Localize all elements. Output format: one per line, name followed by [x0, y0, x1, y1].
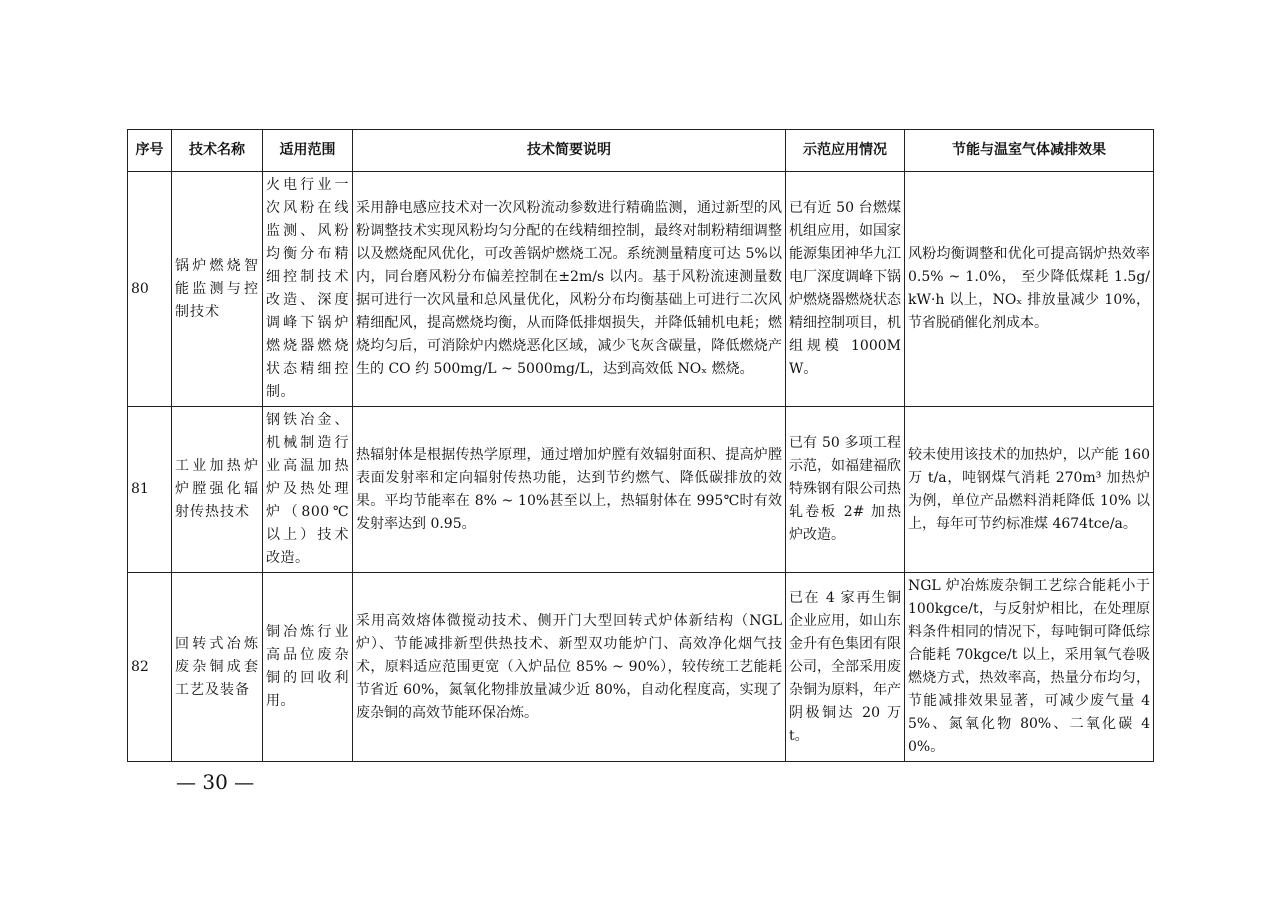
technology-description: 热辐射体是根据传热学原理，通过增加炉膛有效辐射面积、提高炉膛表面发射率和定向辐射传热功能，达到节约燃气、降低碳排放的效果。平均节能率在 8% ~ 10%甚至以上，热辐射体在 995℃时有效发射率达到 0.95。: [353, 407, 786, 573]
row-number: 80: [128, 172, 172, 407]
table-row: [128, 573, 1154, 762]
technology-table: [127, 129, 1154, 762]
technology-description: 采用静电感应技术对一次风粉流动参数进行精确监测，通过新型的风粉调整技术实现风粉均匀分配的在线精细控制，最终对制粉精细调整以及燃烧配风优化，可改善锅炉燃烧工况。系统测量精度可达 5%以内，同台磨风粉分布偏差控制在±2m/s 以内。基于风粉流速测量数据可进行一次风量和总风量优化，风粉分布均衡基础上可进行二次风精细配风，提高燃烧均衡，从而降低排烟损失，并降低辅机电耗；燃烧均匀后，可消除炉内燃烧恶化区域，减少飞灰含碳量，降低燃烧产生的 CO 约 500mg/L ~ 5000mg/L，达到高效低 NOₓ 燃烧。: [353, 172, 786, 407]
application-scope: 钢铁冶金、机械制造行业高温加热炉及热处理炉（800℃以上）技术改造。: [263, 407, 353, 573]
technology-name: 回转式冶炼废杂铜成套工艺及装备: [172, 573, 263, 762]
demonstration-application: 已在 4 家再生铜企业应用，如山东金升有色集团有限公司，全部采用废杂铜为原料，年产阴极铜达 20 万 t。: [786, 573, 905, 762]
application-scope: 火电行业一次风粉在线监测、风粉均衡分布精细控制技术改造、深度调峰下锅炉燃烧器燃烧状态精细控制。: [263, 172, 353, 407]
row-number: 81: [128, 407, 172, 573]
header-scope: 适用范围: [263, 130, 353, 172]
header-name: 技术名称: [172, 130, 263, 172]
technology-name: 锅炉燃烧智能监测与控制技术: [172, 172, 263, 407]
page-number: — 30 —: [176, 770, 255, 794]
emission-reduction-effect: NGL 炉冶炼废杂铜工艺综合能耗小于 100kgce/t，与反射炉相比，在处理原料条件相同的情况下，每吨铜可降低综合能耗 70kgce/t 以上，采用氧气卷吸燃烧方式，热效率高，热量分布均匀，节能减排效果显著，可减少废气量 45%、氮氧化物 80%、二氧化碳 40%。: [905, 573, 1154, 762]
technology-description: 采用高效熔体微搅动技术、侧开门大型回转式炉体新结构（NGL 炉）、节能减排新型供热技术、新型双功能炉门、高效净化烟气技术，原料适应范围更宽（入炉品位 85% ~ 90%），较传统工艺能耗节省近 60%，氮氧化物排放量减少近 80%，自动化程度高，实现了废杂铜的高效节能环保冶炼。: [353, 573, 786, 762]
row-number: 82: [128, 573, 172, 762]
table-row: [128, 407, 1154, 573]
table-row: [128, 172, 1154, 407]
table-header-row: [128, 130, 1154, 172]
emission-reduction-effect: 较未使用该技术的加热炉，以产能 160 万 t/a，吨钢煤气消耗 270m³ 加热炉为例，单位产品燃料消耗降低 10% 以上，每年可节约标准煤 4674tce/a。: [905, 407, 1154, 573]
application-scope: 铜冶炼行业高品位废杂铜的回收利用。: [263, 573, 353, 762]
header-desc: 技术简要说明: [353, 130, 786, 172]
emission-reduction-effect: 风粉均衡调整和优化可提高锅炉热效率 0.5% ~ 1.0%， 至少降低煤耗 1.5g/kW·h 以上，NOₓ 排放量减少 10%，节省脱硝催化剂成本。: [905, 172, 1154, 407]
technology-name: 工业加热炉炉膛强化辐射传热技术: [172, 407, 263, 573]
header-demo: 示范应用情况: [786, 130, 905, 172]
header-num: 序号: [128, 130, 172, 172]
demonstration-application: 已有近 50 台燃煤机组应用，如国家能源集团神华九江电厂深度调峰下锅炉燃烧器燃烧状态精细控制项目，机组规模 1000MW。: [786, 172, 905, 407]
demonstration-application: 已有 50 多项工程示范，如福建福欣特殊钢有限公司热轧卷板 2# 加热炉改造。: [786, 407, 905, 573]
header-effect: 节能与温室气体减排效果: [905, 130, 1154, 172]
